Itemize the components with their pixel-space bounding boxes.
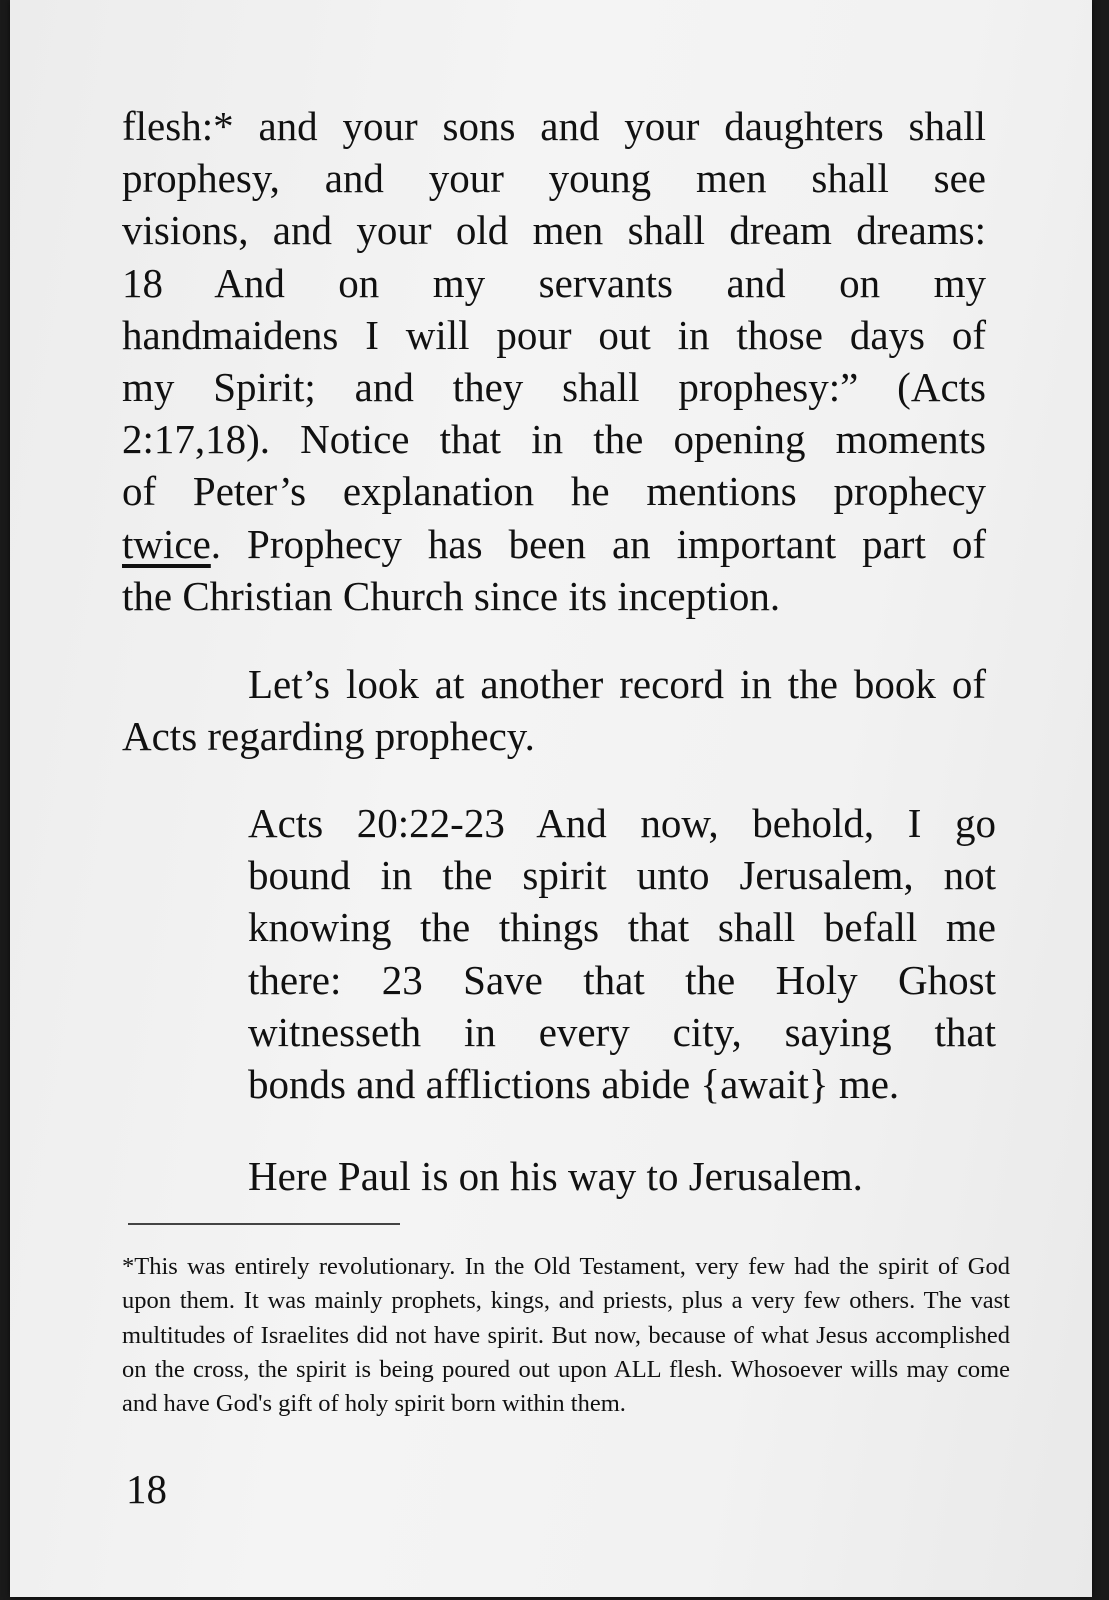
text-line: the Christian Church since its inception. (122, 572, 781, 619)
text-line-rest: . Prophecy has been an important part of (210, 520, 986, 567)
text-line: flesh:* and your sons and your daughters shall (122, 103, 986, 149)
text-line: visions, and your old men shall dream dreams: (122, 207, 986, 254)
footnote: *This was entirely revolutionary. In the Old Testament, very few had the spirit of God upon them. It was mainly prophets, kings, and priests, plus a very few others. The vast multitudes of Israelites did not have spirit. But now, because of what Jesus accomplished on the cross, the spirit is being poured out upon ALL flesh. Whosoever wills may come and have God's gift of holy spirit born within them. (122, 1253, 1010, 1418)
block-quote-acts (248, 797, 996, 1110)
text-line: handmaidens I will pour out in those days of (122, 311, 986, 358)
quote-line: bound in the spirit unto Jerusalem, not (248, 852, 996, 899)
text-line (122, 518, 986, 570)
text-line: 18 And on my servants and on my (122, 259, 986, 306)
quote-line: bonds and afflictions abide {await} me. (248, 1061, 900, 1108)
book-page (10, 0, 1092, 1597)
underlined-word: twice (122, 520, 211, 567)
quote-line: Acts 20:22-23 And now, behold, I go (248, 800, 996, 846)
paragraph-joel-quote (122, 100, 986, 622)
text-line: prophesy, and your young men shall see (122, 155, 986, 202)
quote-line: witnesseth in every city, saying that (248, 1008, 996, 1055)
text-line: of Peter’s explanation he mentions prophecy (122, 468, 986, 515)
quote-line: there: 23 Save that the Holy Ghost (248, 956, 996, 1003)
quote-line: knowing the things that shall befall me (248, 904, 996, 951)
footnote-divider (128, 1223, 400, 1225)
text-line: 2:17,18). Notice that in the opening moments (122, 416, 986, 463)
paragraph-intro-acts: Let’s look at another record in the book of Acts regarding prophecy. (122, 661, 986, 760)
page-number: 18 (126, 1466, 167, 1512)
paragraph-paul: Here Paul is on his way to Jerusalem. (248, 1153, 863, 1199)
text-line: my Spirit; and they shall prophesy:” (Acts (122, 364, 986, 411)
